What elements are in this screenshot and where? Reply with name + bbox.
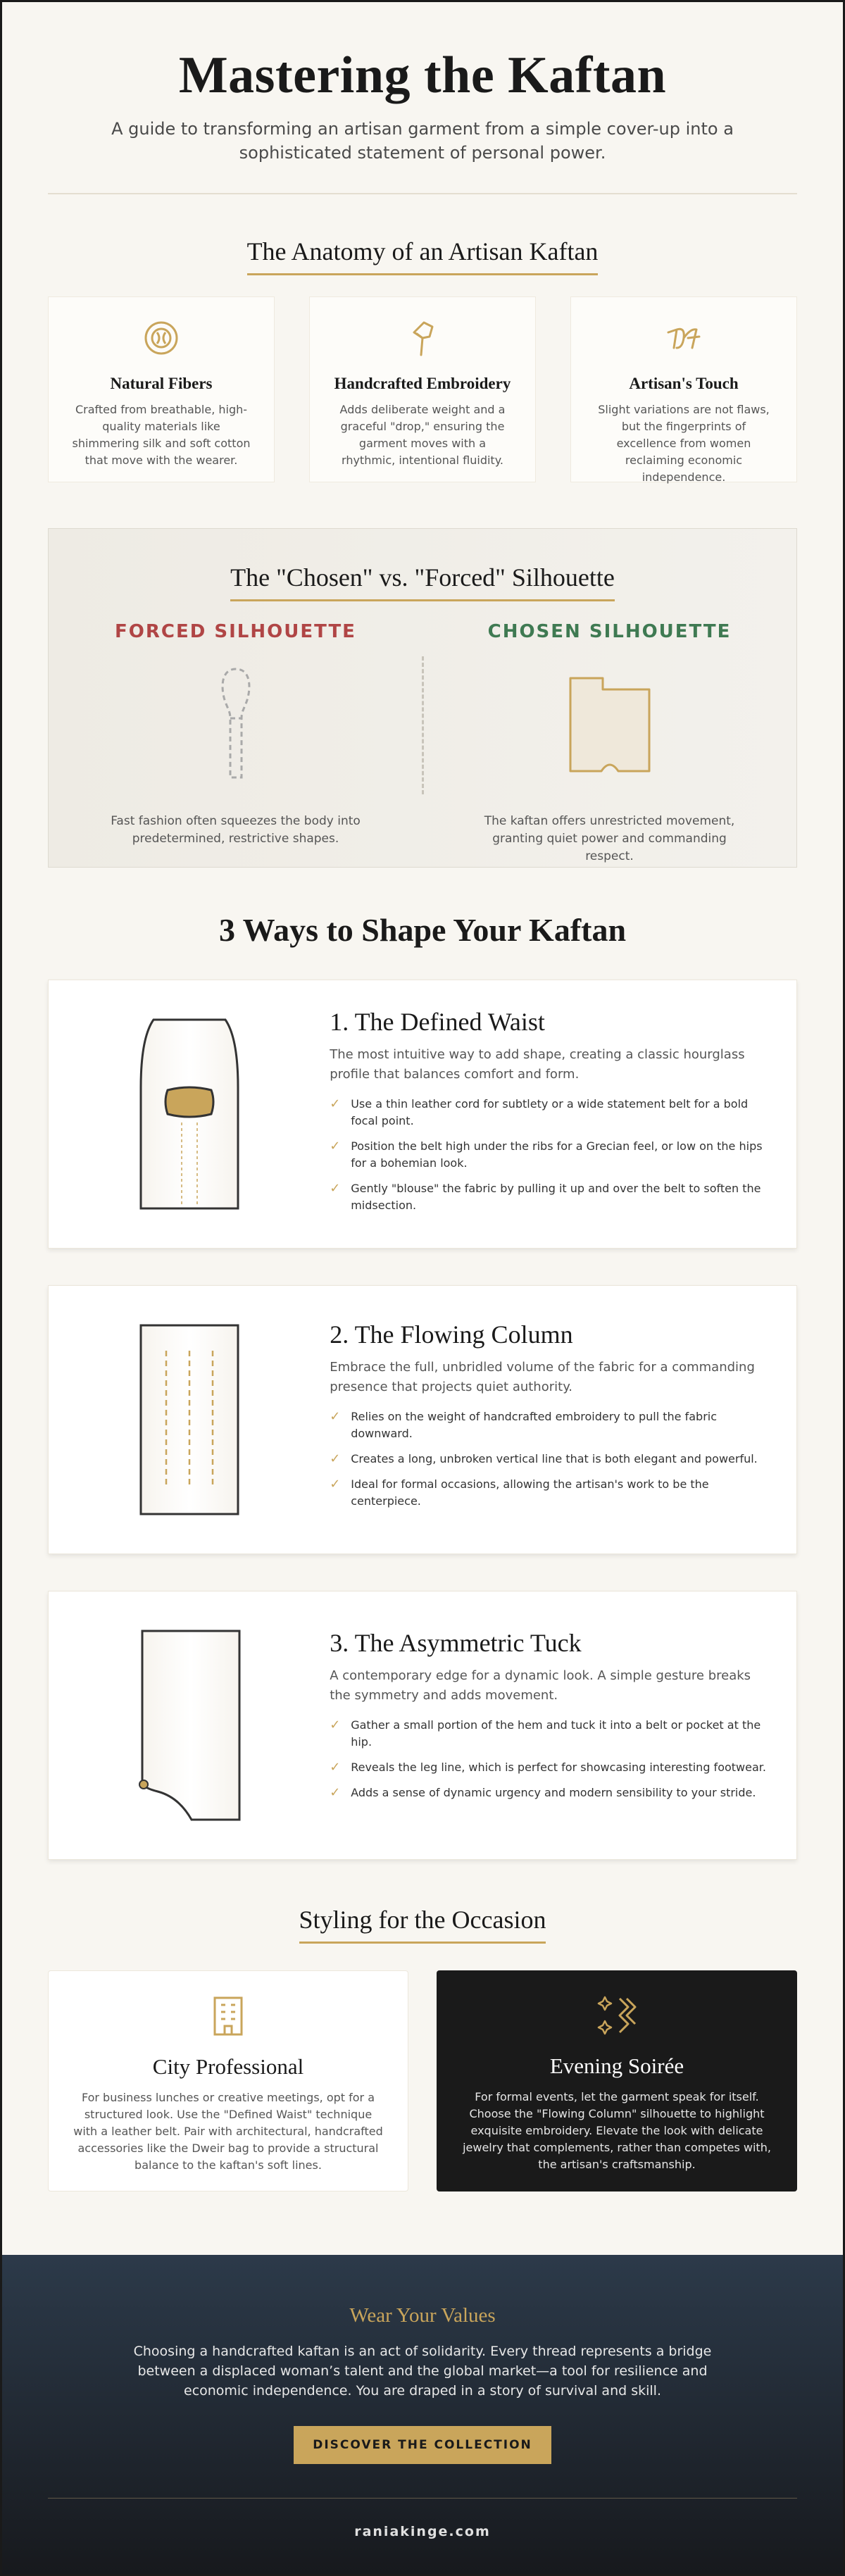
footer-title: Wear Your Values	[349, 2304, 496, 2327]
way-points	[330, 1717, 775, 1801]
anatomy-card-embroidery	[309, 296, 536, 482]
asymmetric-tuck-figure	[49, 1592, 330, 1859]
occasion-title: Styling for the Occasion	[2, 1905, 843, 1944]
occasion-card-title: City Professional	[152, 2054, 304, 2079]
forced-silhouette-figure	[49, 662, 423, 787]
check-icon: ✓	[330, 1139, 341, 1153]
way-points	[330, 1096, 775, 1214]
way-lead: Embrace the full, unbridled volume of the fabric for a commanding presence that projects quiet authority.	[330, 1360, 755, 1394]
occasion-card-text: For business lunches or creative meetings, opt for a structured look. Use the "Defined Waist" technique with a leather belt. Pair with architectural, handcrafted accessories like the Dweir bag to provide a structural balance to the kaftan's soft lines.	[73, 2091, 383, 2172]
forced-silhouette-column	[49, 621, 423, 865]
anatomy-card-text: Crafted from breathable, high-quality materials like shimmering silk and soft cotton that move with the wearer.	[72, 403, 251, 467]
list-item: ✓ Use a thin leather cord for subtlety or a wide statement belt for a bold focal point.	[330, 1096, 775, 1130]
hero-header	[2, 2, 843, 165]
defined-waist-figure	[49, 980, 330, 1248]
chosen-silhouette-label: CHOSEN SILHOUETTE	[487, 621, 732, 642]
ways-title: 3 Ways to Shape Your Kaftan	[218, 912, 627, 948]
discover-collection-button[interactable]: DISCOVER THE COLLECTION	[294, 2426, 551, 2464]
check-icon: ✓	[330, 1718, 341, 1732]
anatomy-card-text: Slight variations are not flaws, but the fingerprints of excellence from women reclaiming economic independence.	[598, 403, 770, 484]
footer	[2, 2255, 843, 2574]
way-points	[330, 1408, 775, 1510]
list-item: ✓ Creates a long, unbroken vertical line that is both elegant and powerful.	[330, 1451, 758, 1466]
way-lead: A contemporary edge for a dynamic look. A simple gesture breaks the symmetry and adds movement.	[330, 1668, 751, 1703]
footer-text: Choosing a handcrafted kaftan is an act of solidarity. Every thread represents a bridge between a displaced woman’s talent and the global market—a tool for resilience and economic independence. You are draped in a story of survival and skill.	[133, 2344, 712, 2399]
occasion-card-evening-soiree	[437, 1970, 797, 2192]
flowing-column-figure	[49, 1286, 330, 1553]
anatomy-section	[2, 237, 843, 482]
signature-icon	[571, 317, 796, 359]
chosen-silhouette-column	[423, 621, 796, 865]
way-title: 1. The Defined Waist	[330, 1008, 545, 1036]
silhouette-divider	[422, 656, 424, 794]
chosen-silhouette-figure	[423, 662, 796, 787]
list-item: ✓ Ideal for formal occasions, allowing the artisan's work to be the centerpiece.	[330, 1476, 775, 1510]
anatomy-card-title: Handcrafted Embroidery	[334, 375, 511, 392]
embroidery-needle-icon	[310, 317, 535, 359]
anatomy-card-natural-fibers	[48, 296, 275, 482]
sparkle-icon	[437, 1994, 797, 2039]
way-title: 2. The Flowing Column	[330, 1320, 573, 1349]
page-title: Mastering the Kaftan	[178, 46, 667, 104]
forced-silhouette-text: Fast fashion often squeezes the body into predetermined, restrictive shapes.	[111, 814, 361, 846]
check-icon: ✓	[330, 1096, 341, 1111]
anatomy-card-title: Artisan's Touch	[629, 375, 739, 392]
occasion-section	[2, 1905, 843, 2192]
way-card-asymmetric-tuck	[48, 1591, 797, 1860]
footer-divider	[48, 2498, 797, 2499]
fiber-spool-icon	[49, 317, 274, 359]
occasion-card-text: For formal events, let the garment speak for itself. Choose the "Flowing Column" silhouette to highlight exquisite embroidery. Elevate the look with delicate jewelry that complements, rather than competes with, the artisan's craftsmanship.	[463, 2090, 771, 2171]
anatomy-card-title: Natural Fibers	[110, 375, 213, 392]
anatomy-card-artisans-touch	[570, 296, 797, 482]
header-divider	[48, 193, 797, 194]
list-item: ✓ Position the belt high under the ribs for a Grecian feel, or low on the hips for a bohemian look.	[330, 1138, 775, 1172]
silhouette-comparison	[48, 528, 797, 868]
check-icon: ✓	[330, 1760, 341, 1775]
check-icon: ✓	[330, 1477, 341, 1492]
list-item: ✓ Gather a small portion of the hem and tuck it into a belt or pocket at the hip.	[330, 1717, 775, 1751]
check-icon: ✓	[330, 1181, 341, 1196]
occasion-card-title: Evening Soirée	[549, 2053, 684, 2078]
check-icon: ✓	[330, 1409, 341, 1424]
way-lead: The most intuitive way to add shape, creating a classic hourglass profile that balances comfort and form.	[330, 1047, 745, 1082]
check-icon: ✓	[330, 1785, 341, 1800]
list-item: ✓ Relies on the weight of handcrafted embroidery to pull the fabric downward.	[330, 1408, 775, 1442]
check-icon: ✓	[330, 1451, 341, 1466]
anatomy-card-text: Adds deliberate weight and a graceful "drop," ensuring the garment moves with a rhythmic, intentional fluidity.	[339, 403, 506, 467]
page-subtitle: A guide to transforming an artisan garment from a simple cover-up into a sophisticated statement of personal power.	[111, 119, 734, 163]
list-item: ✓ Adds a sense of dynamic urgency and modern sensibility to your stride.	[330, 1785, 756, 1800]
office-building-icon	[49, 1995, 408, 2040]
forced-silhouette-label: FORCED SILHOUETTE	[115, 621, 356, 642]
list-item: ✓ Reveals the leg line, which is perfect for showcasing interesting footwear.	[330, 1760, 766, 1775]
chosen-silhouette-text: The kaftan offers unrestricted movement, granting quiet power and commanding respect.	[484, 814, 735, 863]
way-title: 3. The Asymmetric Tuck	[330, 1629, 582, 1657]
occasion-card-city-professional	[48, 1970, 408, 2192]
list-item: ✓ Gently "blouse" the fabric by pulling it up and over the belt to soften the midsection.	[330, 1180, 775, 1214]
silhouette-title: The "Chosen" vs. "Forced" Silhouette	[49, 563, 796, 601]
way-card-flowing-column	[48, 1285, 797, 1554]
anatomy-title: The Anatomy of an Artisan Kaftan	[2, 237, 843, 275]
way-card-defined-waist	[48, 980, 797, 1249]
site-link[interactable]: raniakinge.com	[354, 2524, 491, 2539]
